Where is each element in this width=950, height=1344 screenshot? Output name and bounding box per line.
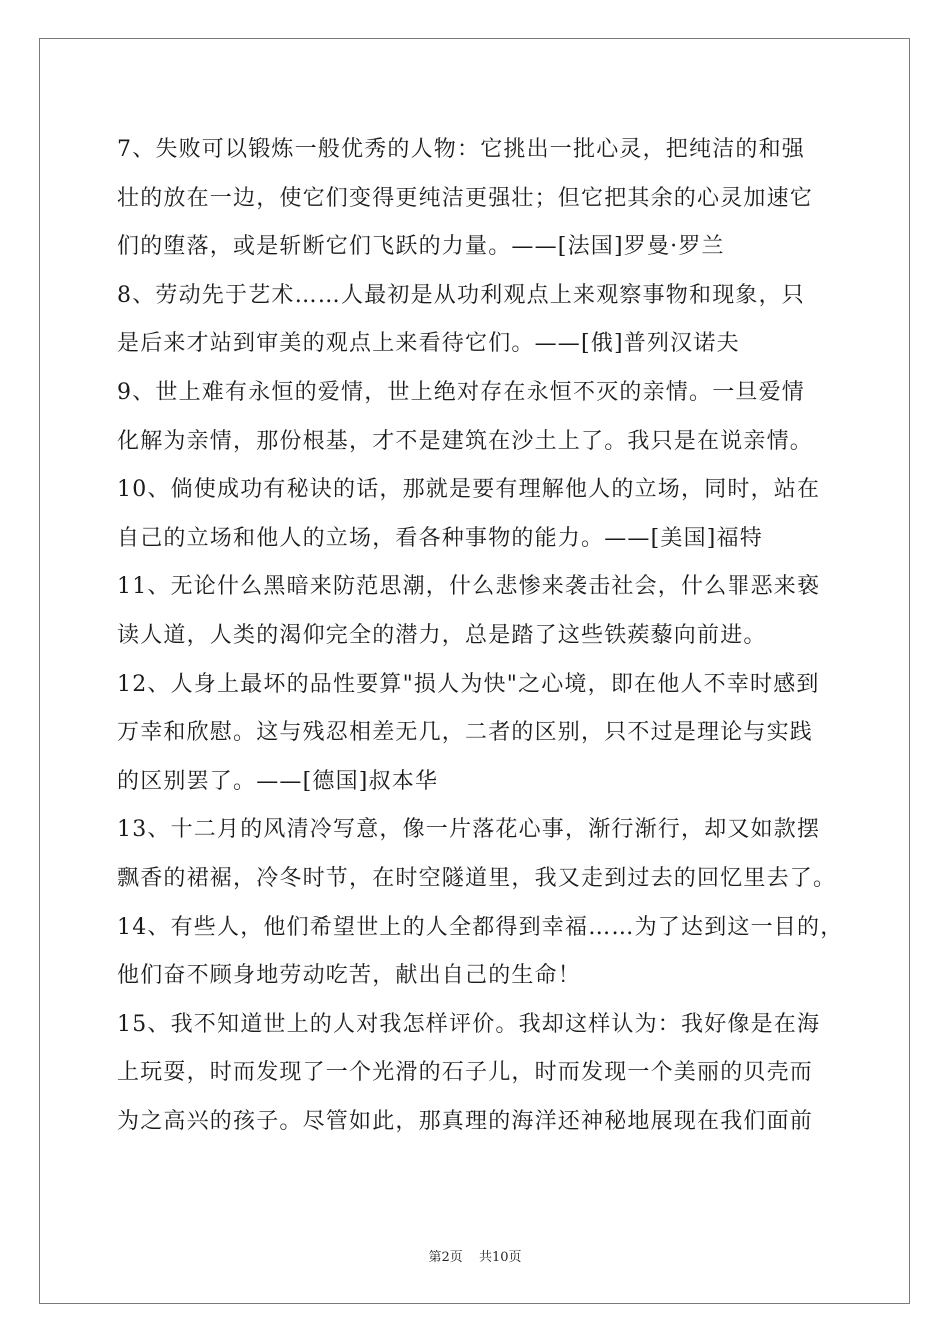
text-line: 万幸和欣慰。这与残忍相差无几，二者的区别，只不过是理论与实践	[117, 720, 814, 746]
text-line: 是后来才站到审美的观点上来看待它们。——[俄]普列汉诺夫	[117, 331, 740, 357]
page-number: 第2页	[428, 1250, 463, 1265]
text-line: 15、我不知道世上的人对我怎样评价。我却这样认为：我好像是在海	[117, 1011, 821, 1037]
text-line: 10、倘使成功有秘诀的话，那就是要有理解他人的立场，同时，站在	[117, 477, 821, 503]
text-line: 们的堕落，或是斩断它们飞跃的力量。——[法国]罗曼·罗兰	[117, 234, 725, 260]
text-line: 读人道，人类的渴仰完全的潜力，总是踏了这些铁蒺藜向前进。	[117, 622, 767, 648]
text-line: 化解为亲情，那份根基，才不是建筑在沙土上了。我只是在说亲情。	[117, 428, 814, 454]
text-line: 上玩耍，时而发现了一个光滑的石子儿，时而发现一个美丽的贝壳而	[117, 1060, 814, 1086]
page-total: 共10页	[478, 1250, 522, 1265]
text-line: 的区别罢了。——[德国]叔本华	[117, 768, 439, 794]
text-line: 壮的放在一边，使它们变得更纯洁更强壮；但它把其余的心灵加速它	[117, 185, 814, 211]
text-line: 飘香的裙裾，冷冬时节，在时空隧道里，我又走到过去的回忆里去了。	[117, 865, 837, 891]
text-line: 13、十二月的风清冷写意，像一片落花心事，渐行渐行，却又如款摆	[117, 817, 821, 843]
document-body	[117, 126, 847, 1146]
text-line: 11、无论什么黑暗来防范思潮，什么悲惨来袭击社会，什么罪恶来亵	[117, 574, 821, 600]
text-line: 12、人身上最坏的品性要算"损人为快"之心境，即在他人不幸时感到	[117, 671, 820, 697]
page-footer	[0, 1246, 950, 1265]
text-line: 14、有些人，他们希望世上的人全都得到幸福……为了达到这一目的，	[117, 914, 844, 940]
text-line: 8、劳动先于艺术……人最初是从功利观点上来观察事物和现象，只	[117, 282, 805, 308]
text-line: 他们奋不顾身地劳动吃苦，献出自己的生命！	[117, 963, 582, 989]
text-line: 为之高兴的孩子。尽管如此，那真理的海洋还神秘地展现在我们面前	[117, 1108, 814, 1134]
text-line: 7、失败可以锻炼一般优秀的人物：它挑出一批心灵，把纯洁的和强	[117, 137, 805, 162]
text-line: 9、世上难有永恒的爱情，世上绝对存在永恒不灭的亲情。一旦爱情	[117, 379, 805, 405]
text-line: 自己的立场和他人的立场，看各种事物的能力。——[美国]福特	[117, 525, 763, 551]
